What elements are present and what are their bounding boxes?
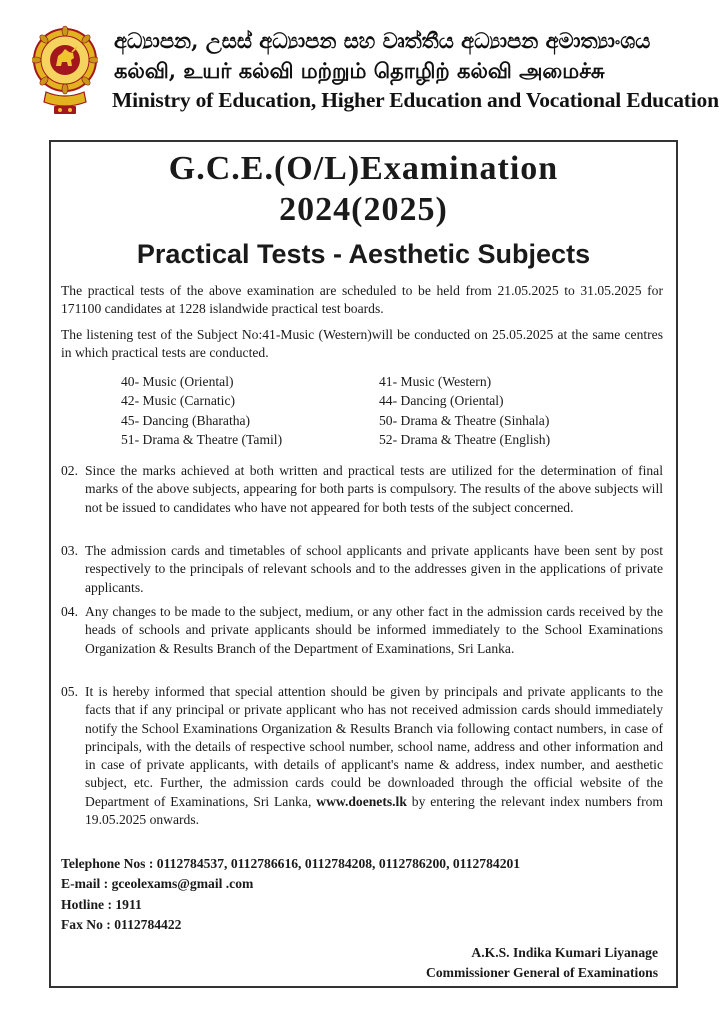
subject-list bbox=[121, 374, 621, 451]
signatory-title: Commissioner General of Examinations bbox=[426, 965, 658, 980]
email-address: E-mail : gceolexams@gmail .com bbox=[61, 876, 254, 892]
paragraph-number: 05. bbox=[61, 684, 78, 699]
sri-lanka-emblem-icon bbox=[32, 22, 98, 120]
subject-row bbox=[121, 432, 621, 451]
ministry-name-sinhala: අධ්‍යාපන, උසස් අධ්‍යාපන සහ වෘත්තීය අධ්‍යාපන අමාත්‍යාංශය bbox=[114, 28, 651, 53]
numbered-paragraph-03 bbox=[61, 542, 663, 597]
intro-paragraph: The practical tests of the above examination are scheduled to be held from 21.05.2025 to 31.05.2025 for 171100 candidates at 1228 islandwide practical test boards. bbox=[61, 283, 663, 317]
paragraph-number: 04. bbox=[61, 604, 78, 619]
telephone-numbers: Telephone Nos : 0112784537, 0112786616, 0112784208, 0112786200, 0112784201 bbox=[61, 856, 521, 871]
subject-item: 41- Music (Western) bbox=[379, 374, 492, 389]
ministry-header bbox=[0, 0, 724, 125]
subject-item: 40- Music (Oriental) bbox=[121, 374, 234, 389]
numbered-paragraph-05 bbox=[61, 683, 663, 829]
exam-year: 2024(2025) bbox=[279, 191, 448, 228]
numbered-paragraph-02 bbox=[61, 462, 663, 517]
subject-row bbox=[121, 374, 621, 393]
subject-item: 42- Music (Carnatic) bbox=[121, 393, 236, 409]
contact-details bbox=[61, 854, 520, 935]
fax-number: Fax No : 0112784422 bbox=[61, 916, 182, 932]
listening-test-paragraph: The listening test of the Subject No:41-Music (Western)will be conducted on 25.05.2025 at the same centres in which practical tests are conducted. bbox=[61, 327, 663, 361]
subject-item: 45- Dancing (Bharatha) bbox=[121, 412, 251, 428]
subject-row bbox=[121, 393, 621, 412]
ministry-name-tamil: கல்வி, உயர் கல்வி மற்றும் தொழிற் கல்வி அமைச்சு bbox=[114, 58, 605, 83]
exam-title: G.C.E.(O/L)Examination bbox=[168, 150, 559, 187]
signatory-name: A.K.S. Indika Kumari Liyanage bbox=[471, 945, 658, 960]
subject-item: 44- Dancing (Oriental) bbox=[379, 393, 504, 409]
subject-item: 51- Drama & Theatre (Tamil) bbox=[121, 431, 283, 447]
paragraph-text: The admission cards and timetables of school applicants and private applicants have been sent by post respectively to the principals of relevant schools and to the addresses given in the applications of private applicants. bbox=[85, 543, 663, 595]
subject-item: 52- Drama & Theatre (English) bbox=[379, 431, 551, 447]
website-link[interactable]: www.doenets.lk bbox=[316, 793, 407, 809]
subject-item: 50- Drama & Theatre (Sinhala) bbox=[379, 412, 550, 428]
notice-box bbox=[49, 140, 678, 988]
subject-row bbox=[121, 413, 621, 432]
paragraph-text: It is hereby informed that special attention should be given by principals and private applicants to the facts that if any principal or private applicant who has not received admission cards should immediately notify the School Examinations Organization & Results Branch via following contact numbers, in case of principals, with the details of respective school number, school name, address and other information and in case of private applicants, with details of applicant's name & address, index number, and aesthetic subject, etc. Further, the admission cards could be downloaded through the official website of the Department of Examinations, Sri Lanka, bbox=[85, 684, 663, 809]
hotline-number: Hotline : 1911 bbox=[61, 896, 142, 912]
numbered-paragraph-04 bbox=[61, 603, 663, 658]
paragraph-number: 02. bbox=[61, 463, 78, 478]
paragraph-number: 03. bbox=[61, 543, 78, 558]
paragraph-text-wrapper bbox=[85, 683, 663, 829]
paragraph-text: Since the marks achieved at both written and practical tests are utilized for the determination of final marks of the above subjects, appearing for both parts is compulsory. The results of the above subjects will not be issued to candidates who have not appeared for both tests of the subject concerned. bbox=[85, 463, 663, 515]
ministry-name-english: Ministry of Education, Higher Education and Vocational Education bbox=[112, 88, 719, 112]
notice-subtitle: Practical Tests - Aesthetic Subjects bbox=[136, 239, 591, 269]
paragraph-text: Any changes to be made to the subject, medium, or any other fact in the admission cards received by the heads of schools and private applicants should be informed immediately to the School Examinations Organization & Results Branch of the Department of Examinations, Sri Lanka. bbox=[85, 604, 663, 656]
signature-block bbox=[426, 943, 658, 983]
paragraph-text-after: by entering the relevant index numbers from 19.05.2025 onwards. bbox=[85, 793, 663, 828]
